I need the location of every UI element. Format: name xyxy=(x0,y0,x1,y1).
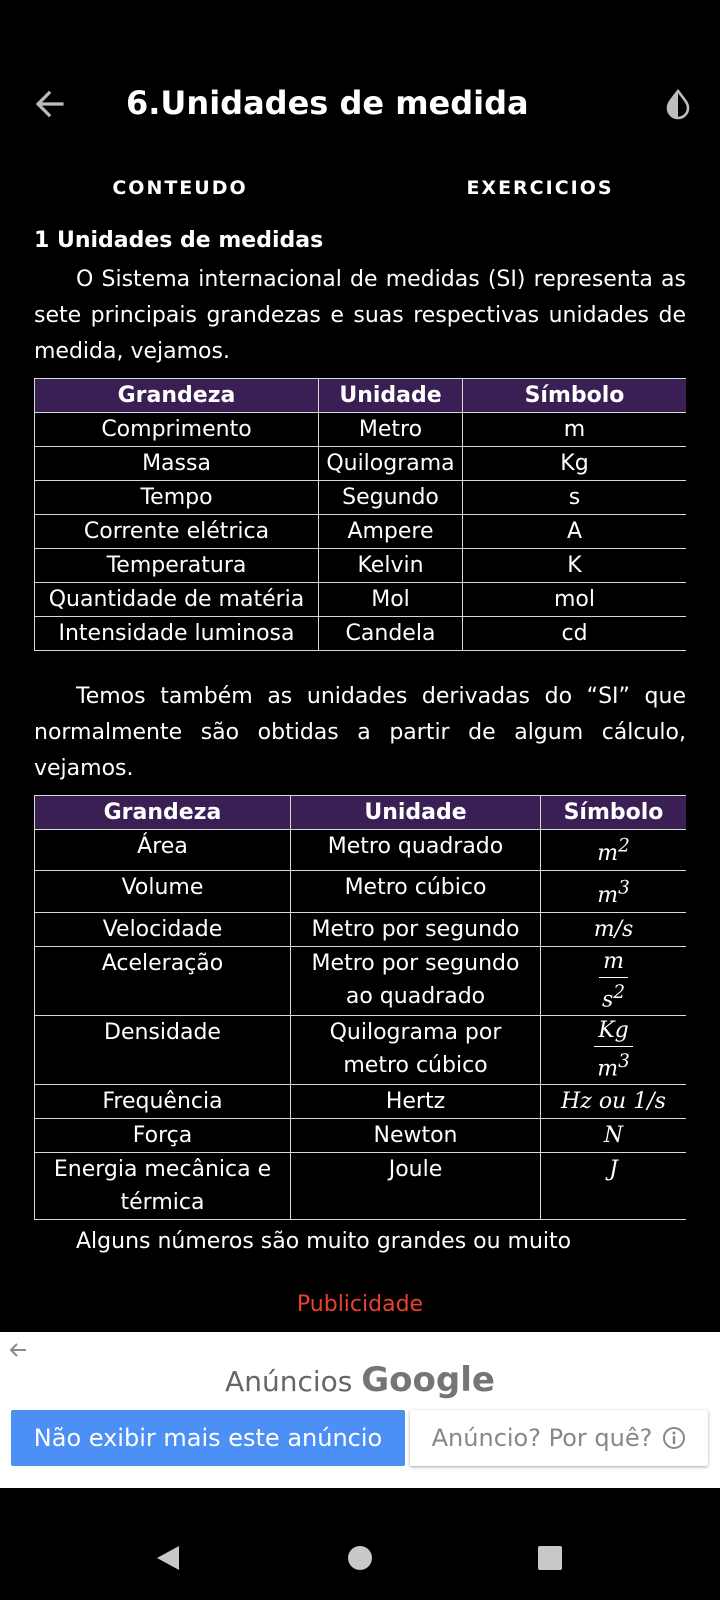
unit-cell: Candela xyxy=(319,617,463,651)
table-header-row xyxy=(35,379,687,413)
unit-cell: Kelvin xyxy=(319,549,463,583)
quantity-cell: Densidade xyxy=(35,1015,291,1084)
table-row xyxy=(35,413,687,447)
why-ad-label: Anúncio? Por quê? xyxy=(431,1424,653,1452)
symbol-cell: mol xyxy=(463,583,687,617)
symbol-cell: A xyxy=(463,515,687,549)
table-row xyxy=(35,617,687,651)
back-button[interactable] xyxy=(30,84,70,124)
symbol-cell: m xyxy=(463,413,687,447)
symbol-cell: Kg xyxy=(463,447,687,481)
unit-cell: Metro cúbico xyxy=(291,871,541,912)
table-row xyxy=(35,871,687,912)
symbol-base: m xyxy=(597,1056,619,1082)
nav-back-button[interactable] xyxy=(148,1538,188,1578)
quantity-cell: Velocidade xyxy=(35,912,291,946)
symbol-cell: N xyxy=(541,1119,687,1153)
table-row xyxy=(35,1153,687,1220)
tab-conteudo[interactable]: CONTEUDO xyxy=(112,177,248,199)
unit-cell: Ampere xyxy=(319,515,463,549)
unit-cell: Joule xyxy=(291,1153,541,1220)
si-derived-units-table xyxy=(34,795,686,1220)
table-row xyxy=(35,515,687,549)
why-ad-button[interactable] xyxy=(410,1410,708,1466)
table-row xyxy=(35,583,687,617)
unit-cell: Metro xyxy=(319,413,463,447)
symbol-cell: K xyxy=(463,549,687,583)
symbol-cell: J xyxy=(541,1153,687,1220)
column-header: Grandeza xyxy=(35,379,319,413)
info-icon xyxy=(662,1426,686,1450)
symbol-cell: s xyxy=(463,481,687,515)
symbol-cell xyxy=(541,830,687,871)
table-row xyxy=(35,1085,687,1119)
intro-paragraph: O Sistema internacional de medidas (SI) representa as sete principais grandezas e suas respectivas unidades de medida, vejamos. xyxy=(34,267,686,364)
contrast-button[interactable] xyxy=(658,84,698,124)
ad-brand-google: Google xyxy=(361,1360,495,1400)
arrow-left-icon xyxy=(8,1340,28,1360)
symbol-cell: Hz ou 1/s xyxy=(541,1085,687,1119)
symbol-base: s xyxy=(602,986,614,1012)
ad-back-button[interactable] xyxy=(6,1338,30,1362)
table-header-row xyxy=(35,796,687,830)
back-triangle-icon xyxy=(153,1543,183,1573)
column-header: Unidade xyxy=(319,379,463,413)
symbol-exponent: 2 xyxy=(613,981,625,1003)
symbol-exponent: 3 xyxy=(618,877,630,899)
table-row xyxy=(35,447,687,481)
fraction-numerator: m xyxy=(599,947,628,978)
column-header: Grandeza xyxy=(35,796,291,830)
tab-bar xyxy=(0,170,720,212)
tab-exercicios[interactable]: EXERCICIOS xyxy=(466,177,614,199)
system-nav-bar xyxy=(0,1516,720,1600)
app-bar xyxy=(0,0,720,170)
si-base-units-table xyxy=(34,378,686,651)
quantity-cell: Energia mecânica e térmica xyxy=(35,1153,291,1220)
symbol-fraction xyxy=(599,947,628,1015)
quantity-cell: Massa xyxy=(35,447,319,481)
table-row xyxy=(35,912,687,946)
recents-square-icon xyxy=(535,1543,565,1573)
unit-cell: Hertz xyxy=(291,1085,541,1119)
home-circle-icon xyxy=(345,1543,375,1573)
page-title: 6.Unidades de medida xyxy=(126,84,529,122)
symbol-cell xyxy=(541,946,687,1015)
table-row xyxy=(35,946,687,1015)
symbol-fraction xyxy=(594,1016,633,1084)
unit-cell: Mol xyxy=(319,583,463,617)
symbol-base: m xyxy=(597,882,619,908)
table-row xyxy=(35,481,687,515)
quantity-cell: Aceleração xyxy=(35,946,291,1015)
arrow-left-icon xyxy=(34,88,66,120)
quantity-cell: Corrente elétrica xyxy=(35,515,319,549)
symbol-cell xyxy=(541,1015,687,1084)
column-header: Unidade xyxy=(291,796,541,830)
table-row xyxy=(35,549,687,583)
unit-cell: Quilograma xyxy=(319,447,463,481)
quantity-cell: Quantidade de matéria xyxy=(35,583,319,617)
column-header: Símbolo xyxy=(541,796,687,830)
table-row xyxy=(35,830,687,871)
symbol-exponent: 3 xyxy=(618,1050,630,1072)
quantity-cell: Área xyxy=(35,830,291,871)
quantity-cell: Intensidade luminosa xyxy=(35,617,319,651)
quantity-cell: Temperatura xyxy=(35,549,319,583)
contrast-icon xyxy=(662,88,694,120)
ad-brand xyxy=(0,1360,720,1402)
quantity-cell: Frequência xyxy=(35,1085,291,1119)
nav-home-button[interactable] xyxy=(340,1538,380,1578)
unit-cell: Metro por segundo ao quadrado xyxy=(291,946,541,1015)
section-heading: 1 Unidades de medidas xyxy=(34,228,324,253)
nav-recents-button[interactable] xyxy=(530,1538,570,1578)
unit-cell: Metro quadrado xyxy=(291,830,541,871)
symbol-exponent: 2 xyxy=(618,836,630,857)
next-paragraph: Alguns números são muito grandes ou muito xyxy=(76,1229,572,1255)
ad-brand-prefix: Anúncios xyxy=(225,1365,353,1398)
unit-cell: Quilograma por metro cúbico xyxy=(291,1015,541,1084)
hide-ad-button[interactable]: Não exibir mais este anúncio xyxy=(11,1410,405,1466)
table-row xyxy=(35,1015,687,1084)
table-row xyxy=(35,1119,687,1153)
symbol-cell: cd xyxy=(463,617,687,651)
ad-panel xyxy=(0,1332,720,1488)
content-area[interactable] xyxy=(34,218,686,1290)
quantity-cell: Força xyxy=(35,1119,291,1153)
derived-units-paragraph: Temos também as unidades derivadas do “SI” que normalmente são obtidas a partir de algum cálculo, vejamos. xyxy=(34,684,686,781)
fraction-numerator: Kg xyxy=(594,1016,633,1047)
quantity-cell: Volume xyxy=(35,871,291,912)
unit-cell: Segundo xyxy=(319,481,463,515)
symbol-cell: m/s xyxy=(541,912,687,946)
fraction-denominator xyxy=(599,978,628,1015)
fraction-denominator xyxy=(594,1047,633,1084)
symbol-base: m xyxy=(597,841,619,867)
quantity-cell: Tempo xyxy=(35,481,319,515)
quantity-cell: Comprimento xyxy=(35,413,319,447)
ad-label: Publicidade xyxy=(296,1292,424,1317)
unit-cell: Metro por segundo xyxy=(291,912,541,946)
unit-cell: Newton xyxy=(291,1119,541,1153)
symbol-cell xyxy=(541,871,687,912)
column-header: Símbolo xyxy=(463,379,687,413)
